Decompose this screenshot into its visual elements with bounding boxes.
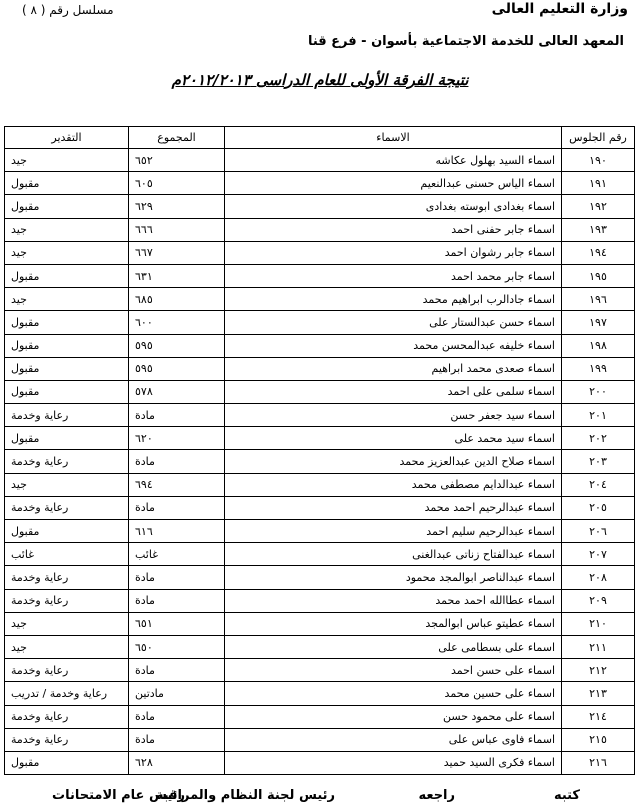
total-cell: ٥٧٨ [129, 380, 225, 403]
name-cell: اسماء خليفه عبدالمحسن محمد [225, 334, 562, 357]
seat-cell: ٢٠٨ [562, 566, 635, 589]
name-cell: اسماء جادالرب ابراهيم محمد [225, 288, 562, 311]
signature-reviewer: راجعه [418, 788, 455, 803]
name-cell: اسماء حسن عبدالستار على [225, 311, 562, 334]
name-cell: اسماء عبدالرحيم سليم احمد [225, 520, 562, 543]
total-cell: ٦٨٥ [129, 288, 225, 311]
table-row [5, 543, 635, 566]
seat-cell: ٢٠٦ [562, 520, 635, 543]
total-cell: ٦٦٧ [129, 241, 225, 264]
table-row [5, 195, 635, 218]
table-row [5, 404, 635, 427]
grade-cell: رعاية وخدمة [5, 450, 129, 473]
total-cell: ٦٠٥ [129, 172, 225, 195]
grade-cell: رعاية وخدمة [5, 659, 129, 682]
seat-cell: ٢١١ [562, 635, 635, 658]
grade-cell: مقبول [5, 520, 129, 543]
seat-cell: ٢٠٧ [562, 543, 635, 566]
seat-cell: ١٩٣ [562, 218, 635, 241]
grade-cell: مقبول [5, 311, 129, 334]
table-row [5, 612, 635, 635]
table-row [5, 635, 635, 658]
seat-cell: ٢١٣ [562, 682, 635, 705]
seat-cell: ٢١٦ [562, 751, 635, 774]
total-cell: ٦٣١ [129, 264, 225, 287]
header-grade: التقدير [5, 127, 129, 149]
name-cell: اسماء على بسطامى على [225, 635, 562, 658]
grade-cell: مقبول [5, 264, 129, 287]
seat-cell: ٢٠٤ [562, 473, 635, 496]
grade-cell: مقبول [5, 357, 129, 380]
table-row [5, 311, 635, 334]
table-row [5, 427, 635, 450]
seat-cell: ١٩٨ [562, 334, 635, 357]
seat-cell: ١٩٥ [562, 264, 635, 287]
name-cell: اسماء سيد جعفر حسن [225, 404, 562, 427]
header-name: الاسماء [225, 127, 562, 149]
signature-control-head: رئيس لجنة النظام والمراقبة [155, 788, 335, 803]
table-row [5, 520, 635, 543]
name-cell: اسماء عطاالله احمد محمد [225, 589, 562, 612]
name-cell: اسماء عبدالرحيم احمد محمد [225, 496, 562, 519]
grade-cell: رعاية وخدمة [5, 566, 129, 589]
seat-cell: ٢٠١ [562, 404, 635, 427]
grade-cell: جيد [5, 218, 129, 241]
name-cell: اسماء سلمى على احمد [225, 380, 562, 403]
title-bleed-through [0, 86, 640, 93]
signature-line [0, 788, 640, 804]
name-cell: اسماء جابر رشوان احمد [225, 241, 562, 264]
serial-number: مسلسل رقم ( ٨ ) [22, 3, 114, 17]
seat-cell: ٢١٠ [562, 612, 635, 635]
table-row [5, 380, 635, 403]
grade-cell: رعاية وخدمة [5, 705, 129, 728]
name-cell: اسماء سيد محمد على [225, 427, 562, 450]
grade-cell: غائب [5, 543, 129, 566]
total-cell: مادتين [129, 682, 225, 705]
signature-exams-head: رئيس عام الامتحانات [52, 788, 185, 803]
total-cell: مادة [129, 589, 225, 612]
total-cell: ٥٩٥ [129, 334, 225, 357]
table-row [5, 705, 635, 728]
total-cell: ٥٩٥ [129, 357, 225, 380]
name-cell: اسماء عطيتو عباس ابوالمجد [225, 612, 562, 635]
table-row [5, 589, 635, 612]
grade-cell: جيد [5, 473, 129, 496]
grade-cell: رعاية وخدمة [5, 589, 129, 612]
grade-cell: مقبول [5, 380, 129, 403]
table-row [5, 149, 635, 172]
table-row [5, 496, 635, 519]
grade-cell: رعاية وخدمة [5, 404, 129, 427]
results-table [4, 126, 635, 775]
seat-cell: ١٩١ [562, 172, 635, 195]
grade-cell: مقبول [5, 172, 129, 195]
table-row [5, 241, 635, 264]
name-cell: اسماء عبدالناصر ابوالمجد محمود [225, 566, 562, 589]
name-cell: اسماء على حسن احمد [225, 659, 562, 682]
seat-cell: ١٩٦ [562, 288, 635, 311]
total-cell: مادة [129, 404, 225, 427]
table-row [5, 566, 635, 589]
name-cell: اسماء صعدى محمد ابراهيم [225, 357, 562, 380]
name-cell: اسماء السيد بهلول عكاشه [225, 149, 562, 172]
seat-cell: ١٩٤ [562, 241, 635, 264]
grade-cell: مقبول [5, 334, 129, 357]
table-body [5, 149, 635, 775]
seat-cell: ٢٠٣ [562, 450, 635, 473]
signature-writer: كتبه [553, 788, 580, 803]
seat-cell: ١٩٠ [562, 149, 635, 172]
total-cell: مادة [129, 496, 225, 519]
table-row [5, 357, 635, 380]
table-row [5, 288, 635, 311]
ministry-name: وزارة التعليم العالى [491, 1, 628, 17]
total-cell: ٦٢٠ [129, 427, 225, 450]
seat-cell: ٢٠٥ [562, 496, 635, 519]
total-cell: ٦٦٦ [129, 218, 225, 241]
seat-cell: ١٩٧ [562, 311, 635, 334]
seat-cell: ١٩٩ [562, 357, 635, 380]
total-cell: مادة [129, 705, 225, 728]
result-title: نتيجة الفرقة الأولى للعام الدراسى ٢٠١٢/٢٠١٣م [171, 71, 469, 89]
total-cell: مادة [129, 659, 225, 682]
grade-cell: جيد [5, 241, 129, 264]
table-row [5, 473, 635, 496]
table-header-row [5, 127, 635, 149]
table-row [5, 659, 635, 682]
name-cell: اسماء فاوى عباس على [225, 728, 562, 751]
name-cell: اسماء الياس حسنى عبدالنعيم [225, 172, 562, 195]
institute-name: المعهد العالى للخدمة الاجتماعية بأسوان - فرع قنا [307, 34, 624, 49]
seat-cell: ٢٠٠ [562, 380, 635, 403]
total-cell: ٦٥٢ [129, 149, 225, 172]
total-cell: مادة [129, 566, 225, 589]
grade-cell: جيد [5, 288, 129, 311]
seat-cell: ٢١٢ [562, 659, 635, 682]
total-cell: ٦٢٩ [129, 195, 225, 218]
name-cell: اسماء عبدالدايم مصطفى محمد [225, 473, 562, 496]
header-seat: رقم الجلوس [562, 127, 635, 149]
table-row [5, 682, 635, 705]
table-row [5, 264, 635, 287]
total-cell: ٦١٦ [129, 520, 225, 543]
seat-cell: ٢٠٢ [562, 427, 635, 450]
grade-cell: مقبول [5, 427, 129, 450]
grade-cell: جيد [5, 612, 129, 635]
table-row [5, 450, 635, 473]
total-cell: ٦٥١ [129, 612, 225, 635]
table-row [5, 172, 635, 195]
grade-cell: جيد [5, 149, 129, 172]
name-cell: اسماء بغدادى ابوسته بغدادى [225, 195, 562, 218]
total-cell: ٦٥٠ [129, 635, 225, 658]
name-cell: اسماء جابر حفنى احمد [225, 218, 562, 241]
header-total: المجموع [129, 127, 225, 149]
total-cell: مادة [129, 728, 225, 751]
total-cell: ٦٩٤ [129, 473, 225, 496]
seat-cell: ٢١٥ [562, 728, 635, 751]
name-cell: اسماء على محمود حسن [225, 705, 562, 728]
table-row [5, 218, 635, 241]
seat-cell: ٢٠٩ [562, 589, 635, 612]
table-row [5, 334, 635, 357]
name-cell: اسماء على حسين محمد [225, 682, 562, 705]
grade-cell: جيد [5, 635, 129, 658]
name-cell: اسماء صلاح الدين عبدالعزيز محمد [225, 450, 562, 473]
total-cell: غائب [129, 543, 225, 566]
name-cell: اسماء عبدالفتاح زناتى عبدالغنى [225, 543, 562, 566]
total-cell: مادة [129, 450, 225, 473]
grade-cell: رعاية وخدمة / تدريب [5, 682, 129, 705]
total-cell: ٦٢٨ [129, 751, 225, 774]
name-cell: اسماء فكرى السيد حميد [225, 751, 562, 774]
table-row [5, 751, 635, 774]
table-row [5, 728, 635, 751]
grade-cell: رعاية وخدمة [5, 496, 129, 519]
seat-cell: ١٩٢ [562, 195, 635, 218]
total-cell: ٦٠٠ [129, 311, 225, 334]
grade-cell: مقبول [5, 195, 129, 218]
grade-cell: مقبول [5, 751, 129, 774]
grade-cell: رعاية وخدمة [5, 728, 129, 751]
seat-cell: ٢١٤ [562, 705, 635, 728]
name-cell: اسماء جابر محمد احمد [225, 264, 562, 287]
